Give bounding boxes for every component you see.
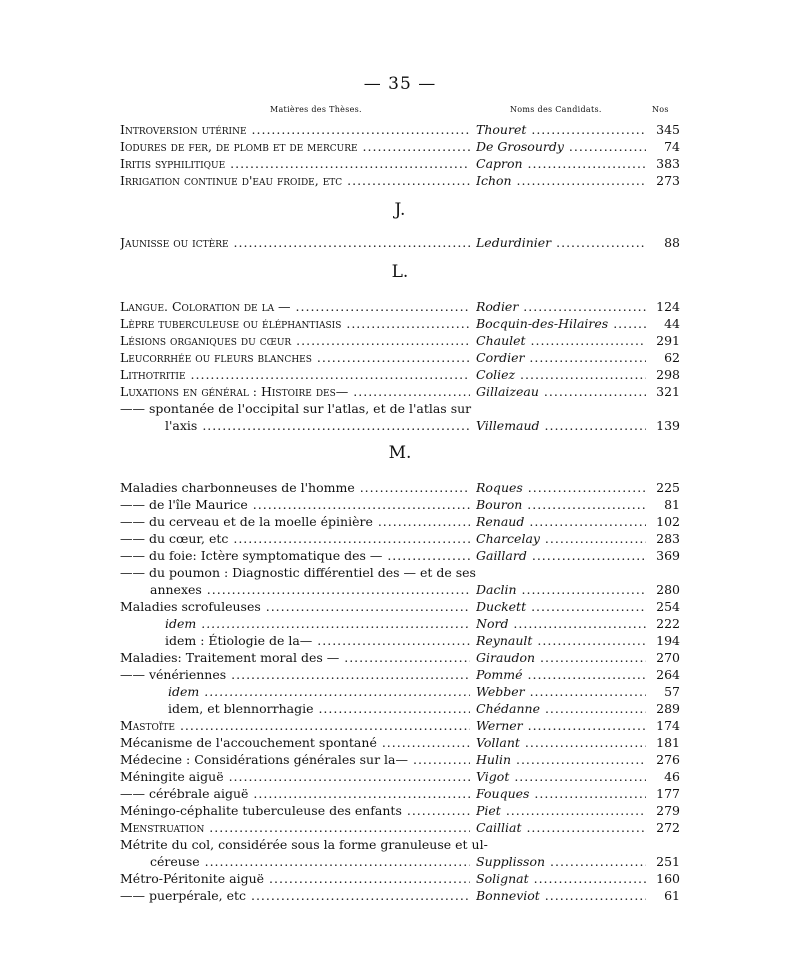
index-entry xyxy=(120,367,680,383)
entry-number: 177 xyxy=(656,786,680,801)
entry-number: 264 xyxy=(656,667,680,682)
entry-number: 251 xyxy=(656,854,680,869)
entry-subject: Leucorrhée ou fleurs blanches ..... xyxy=(120,350,470,366)
entry-candidate: Capron ..... xyxy=(476,156,646,172)
entry-number: 225 xyxy=(656,480,680,495)
entry-number: 345 xyxy=(656,122,680,137)
entry-subject: Lithotritie ..... xyxy=(120,367,470,383)
entry-subject: Méningo-céphalite tuberculeuse des enfants ..... xyxy=(120,803,470,819)
entry-candidate: Cordier ..... xyxy=(476,350,646,366)
entry-number: 222 xyxy=(656,616,680,631)
entry-subject: —— puerpérale, etc ..... xyxy=(120,888,470,904)
entry-candidate: Gillaizeau ..... xyxy=(476,384,646,400)
entry-number: 280 xyxy=(656,582,680,597)
index-entry xyxy=(120,854,680,870)
index-entry xyxy=(120,752,680,768)
index-entry xyxy=(120,139,680,155)
entry-candidate: Villemaud ..... xyxy=(476,418,646,434)
index-entry xyxy=(120,418,680,434)
page-number: — 35 — xyxy=(363,74,437,94)
index-entry xyxy=(120,871,680,887)
index-entry xyxy=(120,769,680,785)
entry-subject: Luxations en général : Histoire des— ..... xyxy=(120,384,470,400)
entry-subject: —— vénériennes ..... xyxy=(120,667,470,683)
entry-candidate: Giraudon ..... xyxy=(476,650,646,666)
index-entry xyxy=(120,650,680,666)
entry-subject: idem ..... xyxy=(165,616,470,632)
entry-subject: —— du cœur, etc ..... xyxy=(120,531,470,547)
entry-number: 57 xyxy=(664,684,680,699)
entry-candidate: Vigot ..... xyxy=(476,769,646,785)
entry-number: 181 xyxy=(656,735,680,750)
entry-number: 321 xyxy=(656,384,680,399)
entry-number: 298 xyxy=(656,367,680,382)
entry-subject: —— du poumon : Diagnostic différentiel des — et de ses xyxy=(120,565,476,580)
entry-number: 74 xyxy=(664,139,680,154)
entry-subject: Lésions organiques du cœur ..... xyxy=(120,333,470,349)
entry-candidate: Reynault ..... xyxy=(476,633,646,649)
entry-subject: Iritis syphilitique ..... xyxy=(120,156,470,172)
entry-subject: —— du cerveau et de la moelle épinière ..... xyxy=(120,514,470,530)
column-header-number: Nos xyxy=(652,105,669,114)
entry-number: 289 xyxy=(656,701,680,716)
entry-number: 283 xyxy=(656,531,680,546)
entry-candidate: Rodier ..... xyxy=(476,299,646,315)
index-entry xyxy=(120,701,680,717)
entry-subject: —— spontanée de l'occipital sur l'atlas, et de l'atlas sur xyxy=(120,401,472,416)
index-entry xyxy=(120,531,680,547)
index-entry xyxy=(120,122,680,138)
entry-subject: Maladies: Traitement moral des — ..... xyxy=(120,650,470,666)
entry-subject: annexes ..... xyxy=(150,582,470,598)
index-entry xyxy=(120,350,680,366)
entry-candidate: Webber ..... xyxy=(476,684,646,700)
entry-number: 174 xyxy=(656,718,680,733)
entry-number: 44 xyxy=(664,316,680,331)
entry-candidate: Supplisson ..... xyxy=(476,854,646,870)
index-entry xyxy=(120,786,680,802)
entry-candidate: Thouret ..... xyxy=(476,122,646,138)
entry-candidate: Nord ..... xyxy=(476,616,646,632)
entry-candidate: Duckett ..... xyxy=(476,599,646,615)
index-entry xyxy=(120,480,680,496)
entry-candidate: Hulin ..... xyxy=(476,752,646,768)
entry-candidate: Chaulet ..... xyxy=(476,333,646,349)
entry-subject: Jaunisse ou ictère ..... xyxy=(120,235,470,251)
entry-number: 291 xyxy=(656,333,680,348)
index-entry xyxy=(120,514,680,530)
entry-candidate: Renaud ..... xyxy=(476,514,646,530)
entry-number: 124 xyxy=(656,299,680,314)
entry-number: 270 xyxy=(656,650,680,665)
entry-number: 254 xyxy=(656,599,680,614)
entry-subject: Irrigation continue d'eau froide, etc ..... xyxy=(120,173,470,189)
entry-number: 276 xyxy=(656,752,680,767)
entry-candidate: Chédanne ..... xyxy=(476,701,646,717)
index-entry xyxy=(120,820,680,836)
index-entry xyxy=(120,803,680,819)
index-entry xyxy=(120,565,680,581)
entry-number: 61 xyxy=(664,888,680,903)
entry-candidate: Bocquin-des-Hilaires ..... xyxy=(476,316,646,332)
column-header-candidates: Noms des Candidats. xyxy=(510,105,602,114)
entry-candidate: Ichon ..... xyxy=(476,173,646,189)
index-entry xyxy=(120,888,680,904)
index-entry xyxy=(120,173,680,189)
entry-candidate: Daclin ..... xyxy=(476,582,646,598)
entry-subject: Introversion utérine ..... xyxy=(120,122,470,138)
index-entry xyxy=(120,384,680,400)
index-entry xyxy=(120,401,680,417)
index-entry xyxy=(120,684,680,700)
entry-subject: Maladies charbonneuses de l'homme ..... xyxy=(120,480,470,496)
entry-candidate: Fouques ..... xyxy=(476,786,646,802)
entry-subject: Médecine : Considérations générales sur la— ..... xyxy=(120,752,470,768)
entry-subject: Mastoïte ..... xyxy=(120,718,470,734)
entry-candidate: Bouron ..... xyxy=(476,497,646,513)
index-entry xyxy=(120,735,680,751)
index-entry xyxy=(120,235,680,251)
entry-candidate: Coliez ..... xyxy=(476,367,646,383)
entry-number: 88 xyxy=(664,235,680,250)
entry-subject: Iodures de fer, de plomb et de mercure ..... xyxy=(120,139,470,155)
entry-subject: Menstruation ..... xyxy=(120,820,470,836)
entry-candidate: Vollant ..... xyxy=(476,735,646,751)
index-entry xyxy=(120,548,680,564)
entry-number: 139 xyxy=(656,418,680,433)
section-letter-m: M. xyxy=(388,443,412,463)
entry-subject: Méningite aiguë ..... xyxy=(120,769,470,785)
entry-candidate: Piet ..... xyxy=(476,803,646,819)
section-letter-l: L. xyxy=(391,262,409,282)
entry-number: 81 xyxy=(664,497,680,512)
entry-candidate: Werner ..... xyxy=(476,718,646,734)
entry-number: 272 xyxy=(656,820,680,835)
index-entry xyxy=(120,599,680,615)
entry-subject: l'axis ..... xyxy=(165,418,470,434)
index-entry xyxy=(120,837,680,853)
section-letter-j: J. xyxy=(394,200,406,220)
entry-number: 369 xyxy=(656,548,680,563)
entry-subject: Métrite du col, considérée sous la forme granuleuse et ul- xyxy=(120,837,488,852)
entry-number: 160 xyxy=(656,871,680,886)
entry-subject: —— de l'île Maurice ..... xyxy=(120,497,470,513)
index-entry xyxy=(120,582,680,598)
index-entry xyxy=(120,333,680,349)
index-entry xyxy=(120,667,680,683)
entry-subject: idem : Étiologie de la— ..... xyxy=(165,633,470,649)
entry-number: 383 xyxy=(656,156,680,171)
entry-candidate: Gaillard ..... xyxy=(476,548,646,564)
entry-number: 62 xyxy=(664,350,680,365)
index-entry xyxy=(120,156,680,172)
index-entry xyxy=(120,316,680,332)
entry-number: 279 xyxy=(656,803,680,818)
index-entry xyxy=(120,497,680,513)
entry-subject: —— du foie: Ictère symptomatique des — ..... xyxy=(120,548,470,564)
entry-candidate: Roques ..... xyxy=(476,480,646,496)
entry-candidate: Ledurdinier ..... xyxy=(476,235,646,251)
entry-subject: Langue. Coloration de la — ..... xyxy=(120,299,470,315)
entry-subject: Mécanisme de l'accouchement spontané ..... xyxy=(120,735,470,751)
entry-number: 194 xyxy=(656,633,680,648)
entry-candidate: Pommé ..... xyxy=(476,667,646,683)
entry-subject: céreuse ..... xyxy=(150,854,470,870)
index-entry xyxy=(120,718,680,734)
entry-subject: —— cérébrale aiguë ..... xyxy=(120,786,470,802)
index-entry xyxy=(120,299,680,315)
entry-subject: Métro-Péritonite aiguë ..... xyxy=(120,871,470,887)
entry-number: 102 xyxy=(656,514,680,529)
index-entry xyxy=(120,616,680,632)
entry-candidate: De Grosourdy ..... xyxy=(476,139,646,155)
index-entry xyxy=(120,633,680,649)
entry-subject: idem ..... xyxy=(168,684,470,700)
entry-candidate: Solignat ..... xyxy=(476,871,646,887)
entry-subject: Maladies scrofuleuses ..... xyxy=(120,599,470,615)
entry-candidate: Charcelay ..... xyxy=(476,531,646,547)
entry-subject: idem, et blennorrhagie ..... xyxy=(168,701,470,717)
entry-number: 46 xyxy=(664,769,680,784)
entry-subject: Lèpre tuberculeuse ou éléphantiasis ..... xyxy=(120,316,470,332)
entry-candidate: Cailliat ..... xyxy=(476,820,646,836)
entry-candidate: Bonneviot ..... xyxy=(476,888,646,904)
entry-number: 273 xyxy=(656,173,680,188)
column-header-subjects: Matières des Thèses. xyxy=(270,105,362,114)
